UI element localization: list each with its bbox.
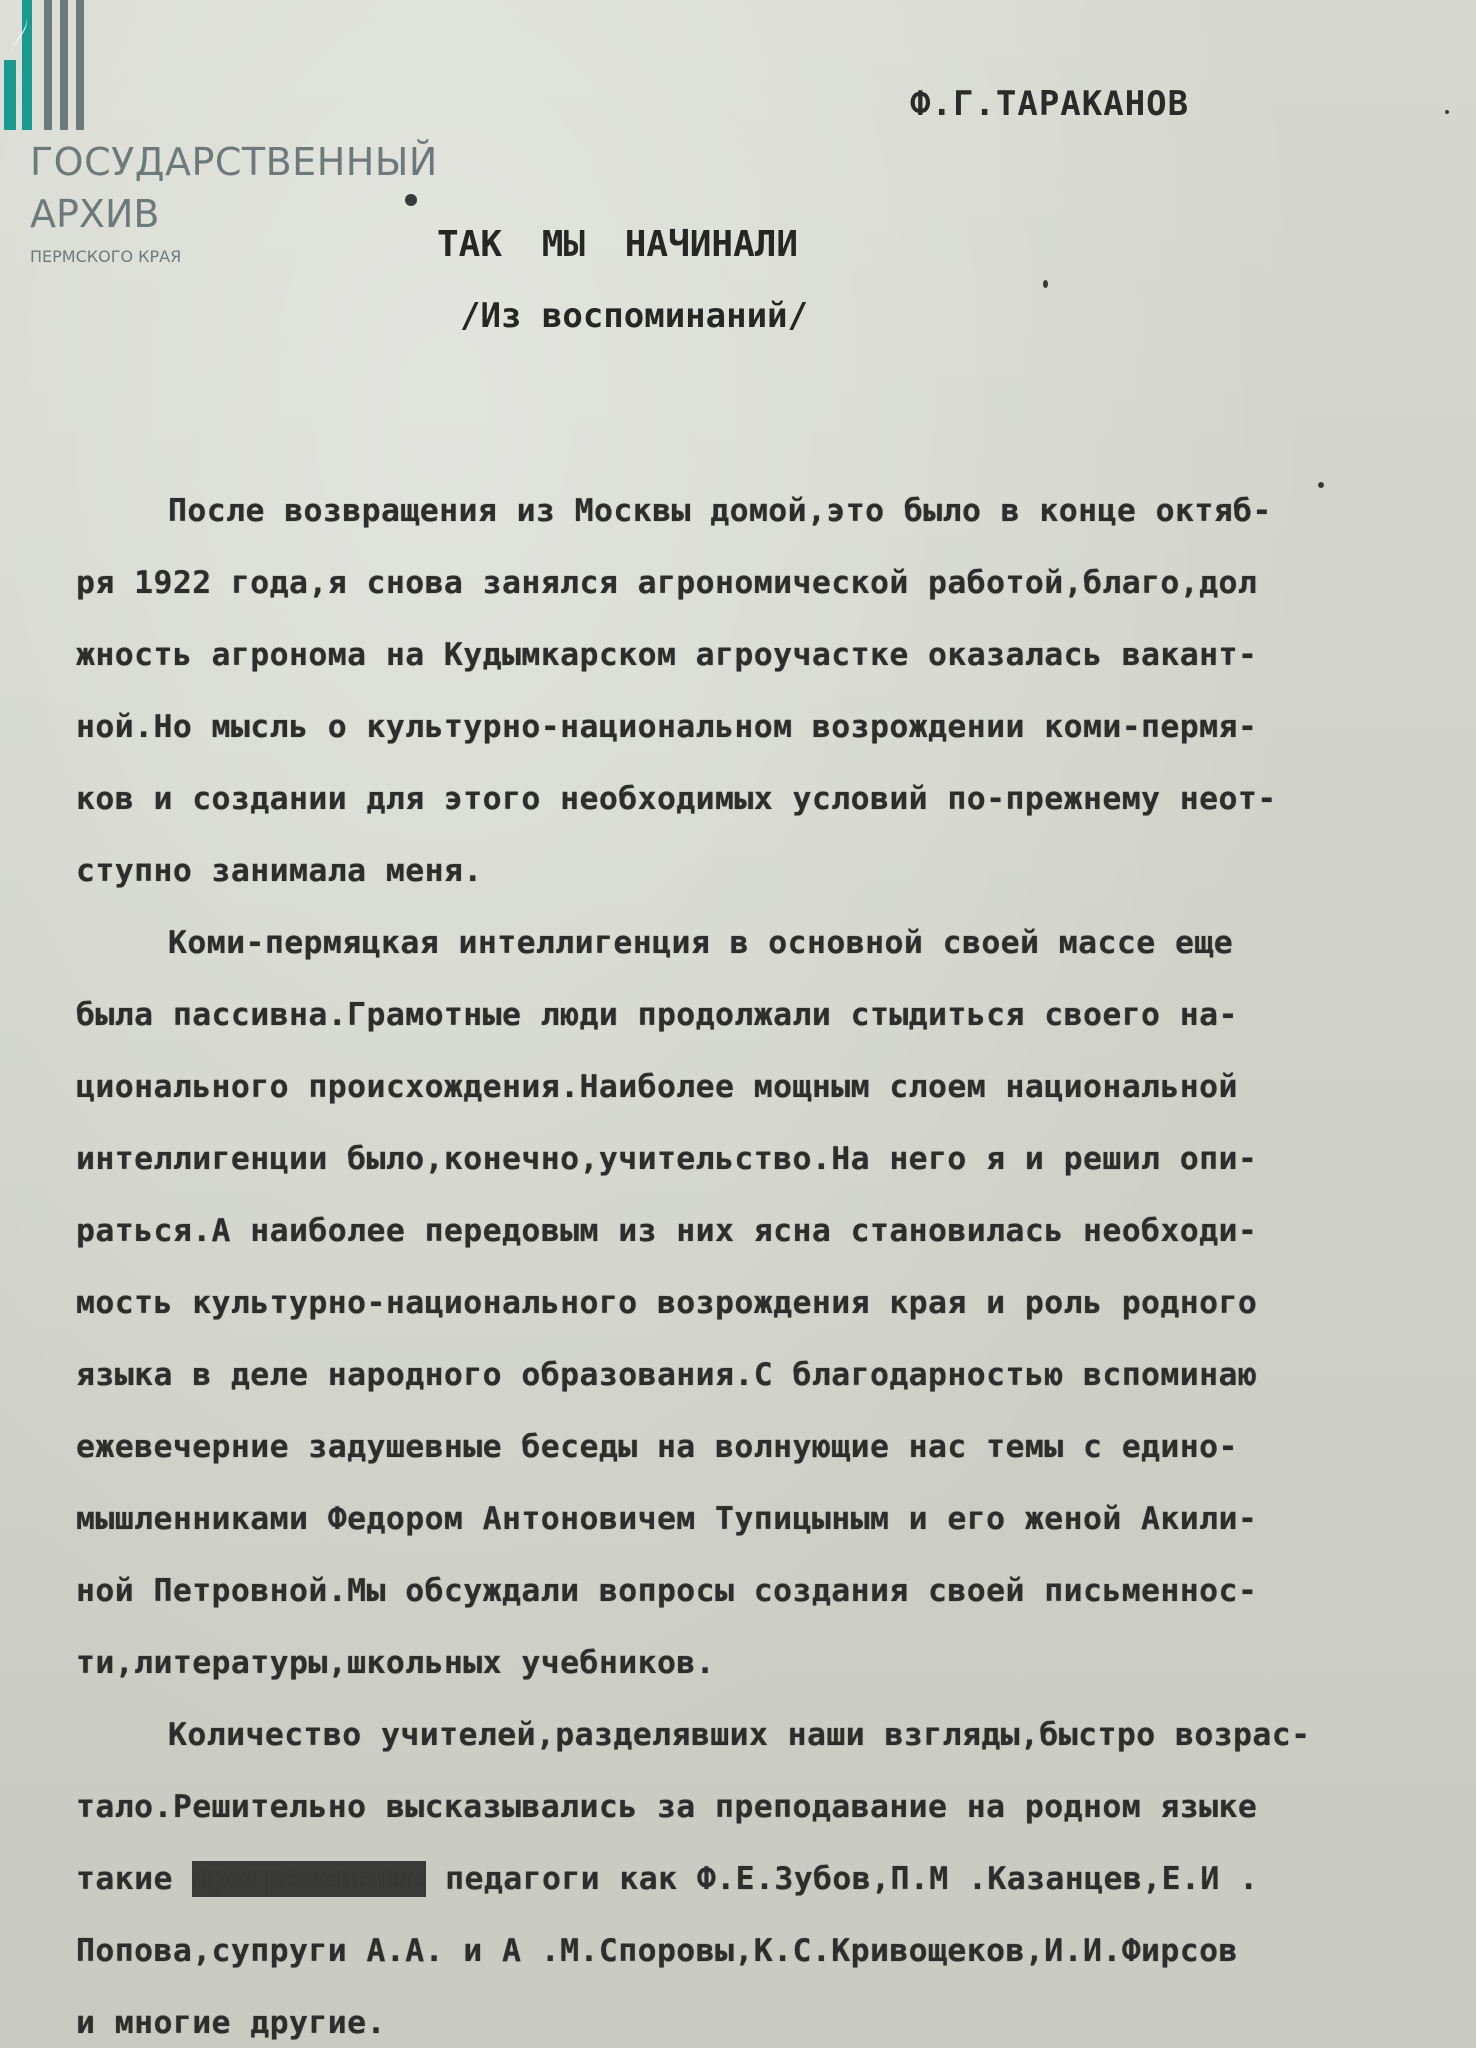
text-line-start: такие <box>76 1861 173 1897</box>
ink-speck <box>1318 482 1324 488</box>
ink-speck <box>405 194 417 206</box>
text-line: и многие другие. <box>76 2005 386 2041</box>
text-line: ной Петровной.Мы обсуждали вопросы создания своей письменнос- <box>76 1573 1258 1609</box>
text-line: Коми-пермяцкая интеллигенция в основной своей массе еще <box>168 925 1234 961</box>
text-line: Попова,супруги А.А. и А .М.Споровы,К.С.Кривощеков,И.И.Фирсов <box>76 1933 1238 1969</box>
text-line: языка в деле народного образования.С благодарностью вспоминаю <box>76 1357 1258 1393</box>
text-line: ной.Но мысль о культурно-национальном возрождении коми-пермя- <box>76 709 1258 745</box>
text-line: ти,литературы,школьных учебников. <box>76 1645 716 1681</box>
struck-out-word: прогрессивные <box>192 1861 426 1897</box>
text-line: интеллигенции было,конечно,учительство.На него я и решил опи- <box>76 1141 1258 1177</box>
text-line <box>76 1843 1466 1915</box>
logo-text-line2: АРХИВ <box>30 192 160 236</box>
document-title: ТАК МЫ НАЧИНАЛИ <box>437 224 799 265</box>
archive-emblem-icon <box>0 0 100 130</box>
author-name: Ф.Г.ТАРАКАНОВ <box>910 84 1190 124</box>
text-line: ежевечерние задушевные беседы на волнующие нас темы с едино- <box>76 1429 1238 1465</box>
logo-text-line3: ПЕРМСКОГО КРАЯ <box>30 247 182 266</box>
text-line: жность агронома на Кудымкарском агроучастке оказалась вакант- <box>76 637 1258 673</box>
text-line: ционального происхождения.Наиболее мощным слоем национальной <box>76 1069 1238 1105</box>
text-line: раться.А наиболее передовым из них ясна становилась необходи- <box>76 1213 1258 1249</box>
ink-speck <box>1445 110 1449 114</box>
text-line: мышленниками Федором Антоновичем Тупицыным и его женой Акили- <box>76 1501 1258 1537</box>
document-subtitle: /Из воспоминаний/ <box>460 296 808 336</box>
text-line: ря 1922 года,я снова занялся агрономической работой,благо,дол <box>76 565 1258 601</box>
ink-speck <box>1043 280 1048 288</box>
body-text <box>76 475 1466 2048</box>
text-line: мость культурно-национального возрождения края и роль родного <box>76 1285 1258 1321</box>
text-line-end: педагоги как Ф.Е.Зубов,П.М .Казанцев,Е.И . <box>445 1861 1259 1897</box>
text-line: тало.Решительно высказывались за преподавание на родном языке <box>76 1789 1258 1825</box>
text-line: Количество учителей,разделявших наши взгляды,быстро возрас- <box>168 1717 1311 1753</box>
logo-text-line1: ГОСУДАРСТВЕННЫЙ <box>30 140 438 184</box>
text-line: После возвращения из Москвы домой,это было в конце октяб- <box>168 493 1272 529</box>
text-line: ступно занимала меня. <box>76 853 483 889</box>
text-line: ков и создании для этого необходимых условий по-прежнему неот- <box>76 781 1277 817</box>
archive-logo <box>0 0 438 280</box>
text-line: была пассивна.Грамотные люди продолжали стыдиться своего на- <box>76 997 1238 1033</box>
